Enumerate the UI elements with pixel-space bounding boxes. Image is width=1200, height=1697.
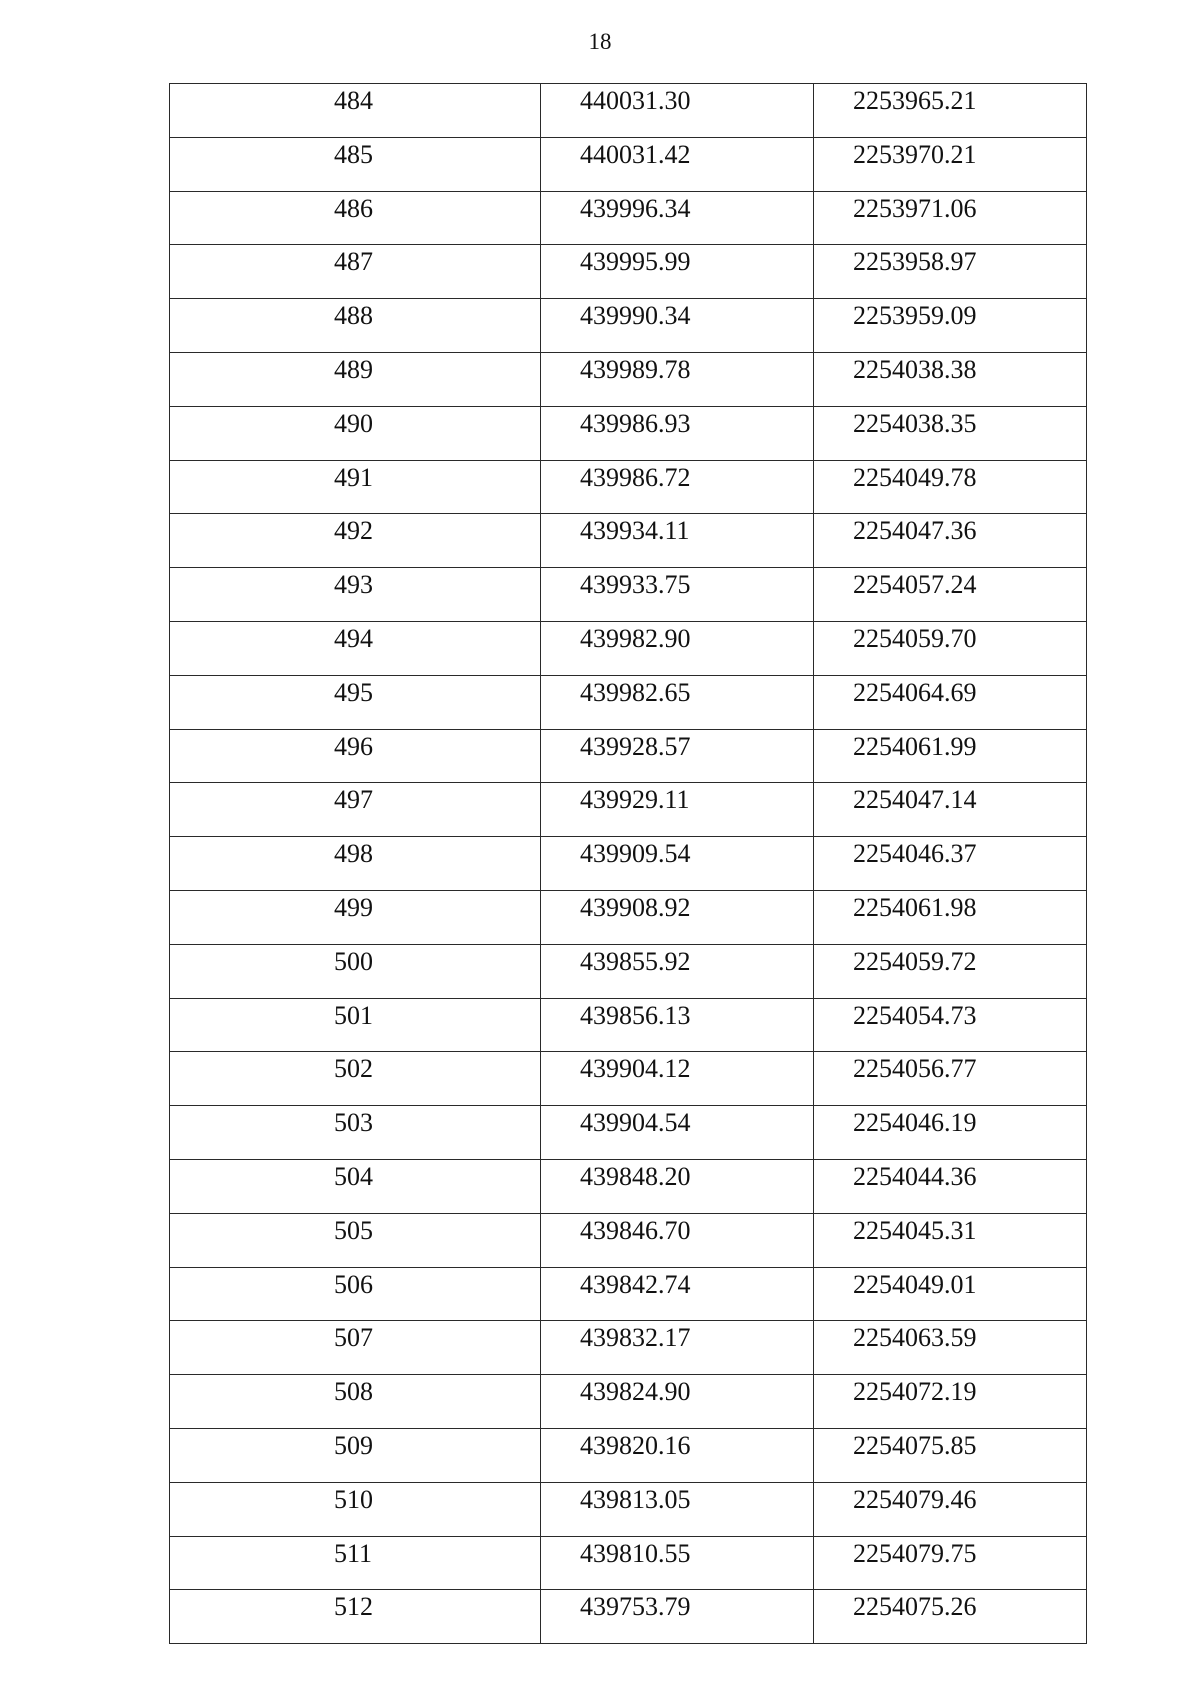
x-coordinate-cell [541, 460, 814, 514]
x-coordinate-cell [541, 1213, 814, 1267]
x-coordinate-cell [541, 675, 814, 729]
point-number-cell [170, 1052, 541, 1106]
x-coordinate-cell [541, 1267, 814, 1321]
point-number-cell [170, 352, 541, 406]
point-number-cell [170, 1267, 541, 1321]
cell-text: 439753.79 [580, 1592, 691, 1622]
x-coordinate-cell [541, 1482, 814, 1536]
x-coordinate-cell [541, 1590, 814, 1644]
cell-text: 497 [334, 785, 373, 815]
cell-text: 439986.72 [580, 462, 691, 492]
point-number-cell [170, 245, 541, 299]
point-number-cell [170, 1375, 541, 1429]
cell-text: 439824.90 [580, 1377, 691, 1407]
point-number-cell [170, 191, 541, 245]
cell-text: 502 [334, 1054, 373, 1084]
table-row [170, 783, 1087, 837]
cell-text: 500 [334, 946, 373, 976]
x-coordinate-cell [541, 1536, 814, 1590]
cell-text: 493 [334, 570, 373, 600]
point-number-cell [170, 406, 541, 460]
x-coordinate-cell [541, 783, 814, 837]
cell-text: 439934.11 [580, 516, 690, 546]
table-row [170, 1375, 1087, 1429]
x-coordinate-cell [541, 245, 814, 299]
x-coordinate-cell [541, 137, 814, 191]
y-coordinate-cell [814, 1213, 1087, 1267]
cell-text: 2254064.69 [853, 677, 977, 707]
cell-text: 439846.70 [580, 1215, 691, 1245]
cell-text: 484 [334, 86, 373, 115]
y-coordinate-cell [814, 1590, 1087, 1644]
point-number-cell [170, 84, 541, 138]
cell-text: 511 [334, 1538, 373, 1568]
cell-text: 2253959.09 [853, 301, 977, 331]
point-number-cell [170, 783, 541, 837]
cell-text: 512 [334, 1592, 373, 1622]
cell-text: 491 [334, 462, 373, 492]
cell-text: 510 [334, 1484, 373, 1514]
y-coordinate-cell [814, 1428, 1087, 1482]
table-row [170, 137, 1087, 191]
point-number-cell [170, 1159, 541, 1213]
cell-text: 2254044.36 [853, 1161, 977, 1191]
cell-text: 2254063.59 [853, 1323, 977, 1353]
cell-text: 439832.17 [580, 1323, 691, 1353]
table-row [170, 245, 1087, 299]
cell-text: 2254038.38 [853, 354, 977, 384]
y-coordinate-cell [814, 84, 1087, 138]
y-coordinate-cell [814, 1536, 1087, 1590]
point-number-cell [170, 621, 541, 675]
cell-text: 439996.34 [580, 193, 691, 223]
table-row [170, 1321, 1087, 1375]
table-row [170, 1536, 1087, 1590]
table-row [170, 1159, 1087, 1213]
x-coordinate-cell [541, 837, 814, 891]
point-number-cell [170, 568, 541, 622]
table-row [170, 1428, 1087, 1482]
table-row [170, 1213, 1087, 1267]
table-row [170, 191, 1087, 245]
y-coordinate-cell [814, 1106, 1087, 1160]
cell-text: 439813.05 [580, 1484, 691, 1514]
y-coordinate-cell [814, 1052, 1087, 1106]
point-number-cell [170, 1536, 541, 1590]
x-coordinate-cell [541, 1321, 814, 1375]
cell-text: 485 [334, 139, 373, 169]
cell-text: 503 [334, 1108, 373, 1138]
cell-text: 2254075.85 [853, 1430, 977, 1460]
cell-text: 439929.11 [580, 785, 690, 815]
x-coordinate-cell [541, 352, 814, 406]
y-coordinate-cell [814, 568, 1087, 622]
cell-text: 508 [334, 1377, 373, 1407]
cell-text: 439989.78 [580, 354, 691, 384]
cell-text: 2254079.75 [853, 1538, 977, 1568]
point-number-cell [170, 1106, 541, 1160]
cell-text: 496 [334, 731, 373, 761]
cell-text: 440031.42 [580, 139, 691, 169]
cell-text: 2254049.78 [853, 462, 977, 492]
y-coordinate-cell [814, 1375, 1087, 1429]
cell-text: 439842.74 [580, 1269, 691, 1299]
cell-text: 439856.13 [580, 1000, 691, 1030]
y-coordinate-cell [814, 460, 1087, 514]
y-coordinate-cell [814, 729, 1087, 783]
cell-text: 2254047.14 [853, 785, 977, 815]
y-coordinate-cell [814, 191, 1087, 245]
cell-text: 439982.90 [580, 623, 691, 653]
cell-text: 487 [334, 247, 373, 277]
cell-text: 505 [334, 1215, 373, 1245]
cell-text: 2254046.19 [853, 1108, 977, 1138]
coordinates-table [169, 83, 1087, 1644]
table-row [170, 406, 1087, 460]
cell-text: 2254047.36 [853, 516, 977, 546]
cell-text: 439820.16 [580, 1430, 691, 1460]
table-row [170, 890, 1087, 944]
y-coordinate-cell [814, 890, 1087, 944]
y-coordinate-cell [814, 1482, 1087, 1536]
point-number-cell [170, 460, 541, 514]
cell-text: 439904.54 [580, 1108, 691, 1138]
cell-text: 2253965.21 [853, 86, 977, 115]
y-coordinate-cell [814, 837, 1087, 891]
x-coordinate-cell [541, 299, 814, 353]
table-row [170, 460, 1087, 514]
y-coordinate-cell [814, 944, 1087, 998]
point-number-cell [170, 1428, 541, 1482]
cell-text: 2254059.70 [853, 623, 977, 653]
cell-text: 439848.20 [580, 1161, 691, 1191]
y-coordinate-cell [814, 514, 1087, 568]
y-coordinate-cell [814, 352, 1087, 406]
point-number-cell [170, 514, 541, 568]
y-coordinate-cell [814, 299, 1087, 353]
x-coordinate-cell [541, 191, 814, 245]
cell-text: 2254079.46 [853, 1484, 977, 1514]
cell-text: 440031.30 [580, 86, 691, 115]
table-row [170, 1052, 1087, 1106]
point-number-cell [170, 944, 541, 998]
point-number-cell [170, 1482, 541, 1536]
x-coordinate-cell [541, 1052, 814, 1106]
x-coordinate-cell [541, 514, 814, 568]
cell-text: 439933.75 [580, 570, 691, 600]
cell-text: 439990.34 [580, 301, 691, 331]
y-coordinate-cell [814, 1267, 1087, 1321]
coordinates-table-body [170, 84, 1087, 1644]
cell-text: 2254054.73 [853, 1000, 977, 1030]
x-coordinate-cell [541, 890, 814, 944]
cell-text: 498 [334, 839, 373, 869]
cell-text: 2254059.72 [853, 946, 977, 976]
cell-text: 439928.57 [580, 731, 691, 761]
cell-text: 489 [334, 354, 373, 384]
y-coordinate-cell [814, 783, 1087, 837]
cell-text: 439995.99 [580, 247, 691, 277]
cell-text: 2254075.26 [853, 1592, 977, 1622]
point-number-cell [170, 1590, 541, 1644]
table-row [170, 944, 1087, 998]
point-number-cell [170, 675, 541, 729]
y-coordinate-cell [814, 1321, 1087, 1375]
cell-text: 2254056.77 [853, 1054, 977, 1084]
cell-text: 494 [334, 623, 373, 653]
table-row [170, 729, 1087, 783]
table-row [170, 621, 1087, 675]
y-coordinate-cell [814, 1159, 1087, 1213]
x-coordinate-cell [541, 406, 814, 460]
cell-text: 509 [334, 1430, 373, 1460]
x-coordinate-cell [541, 568, 814, 622]
y-coordinate-cell [814, 621, 1087, 675]
table-row [170, 84, 1087, 138]
point-number-cell [170, 998, 541, 1052]
cell-text: 439904.12 [580, 1054, 691, 1084]
point-number-cell [170, 1213, 541, 1267]
cell-text: 499 [334, 892, 373, 922]
table-row [170, 675, 1087, 729]
cell-text: 501 [334, 1000, 373, 1030]
point-number-cell [170, 837, 541, 891]
cell-text: 2254045.31 [853, 1215, 977, 1245]
x-coordinate-cell [541, 729, 814, 783]
cell-text: 439982.65 [580, 677, 691, 707]
cell-text: 507 [334, 1323, 373, 1353]
cell-text: 2254046.37 [853, 839, 977, 869]
x-coordinate-cell [541, 1375, 814, 1429]
point-number-cell [170, 299, 541, 353]
x-coordinate-cell [541, 944, 814, 998]
cell-text: 2254061.99 [853, 731, 977, 761]
table-row [170, 514, 1087, 568]
cell-text: 2254061.98 [853, 892, 977, 922]
table-row [170, 1590, 1087, 1644]
y-coordinate-cell [814, 137, 1087, 191]
cell-text: 495 [334, 677, 373, 707]
cell-text: 2254038.35 [853, 408, 977, 438]
point-number-cell [170, 729, 541, 783]
cell-text: 2253970.21 [853, 139, 977, 169]
cell-text: 439855.92 [580, 946, 691, 976]
x-coordinate-cell [541, 998, 814, 1052]
table-row [170, 998, 1087, 1052]
cell-text: 490 [334, 408, 373, 438]
y-coordinate-cell [814, 998, 1087, 1052]
table-row [170, 1267, 1087, 1321]
cell-text: 2253971.06 [853, 193, 977, 223]
cell-text: 488 [334, 301, 373, 331]
cell-text: 2254072.19 [853, 1377, 977, 1407]
point-number-cell [170, 137, 541, 191]
cell-text: 486 [334, 193, 373, 223]
x-coordinate-cell [541, 1428, 814, 1482]
cell-text: 2253958.97 [853, 247, 977, 277]
cell-text: 439909.54 [580, 839, 691, 869]
y-coordinate-cell [814, 675, 1087, 729]
point-number-cell [170, 1321, 541, 1375]
y-coordinate-cell [814, 245, 1087, 299]
cell-text: 492 [334, 516, 373, 546]
point-number-cell [170, 890, 541, 944]
x-coordinate-cell [541, 621, 814, 675]
cell-text: 439810.55 [580, 1538, 691, 1568]
y-coordinate-cell [814, 406, 1087, 460]
x-coordinate-cell [541, 84, 814, 138]
cell-text: 2254057.24 [853, 570, 977, 600]
table-row [170, 299, 1087, 353]
cell-text: 504 [334, 1161, 373, 1191]
x-coordinate-cell [541, 1106, 814, 1160]
cell-text: 2254049.01 [853, 1269, 977, 1299]
cell-text: 439986.93 [580, 408, 691, 438]
table-row [170, 1482, 1087, 1536]
cell-text: 506 [334, 1269, 373, 1299]
cell-text: 439908.92 [580, 892, 691, 922]
table-row [170, 568, 1087, 622]
table-row [170, 352, 1087, 406]
x-coordinate-cell [541, 1159, 814, 1213]
table-row [170, 1106, 1087, 1160]
page-number: 18 [588, 29, 612, 54]
table-row [170, 837, 1087, 891]
